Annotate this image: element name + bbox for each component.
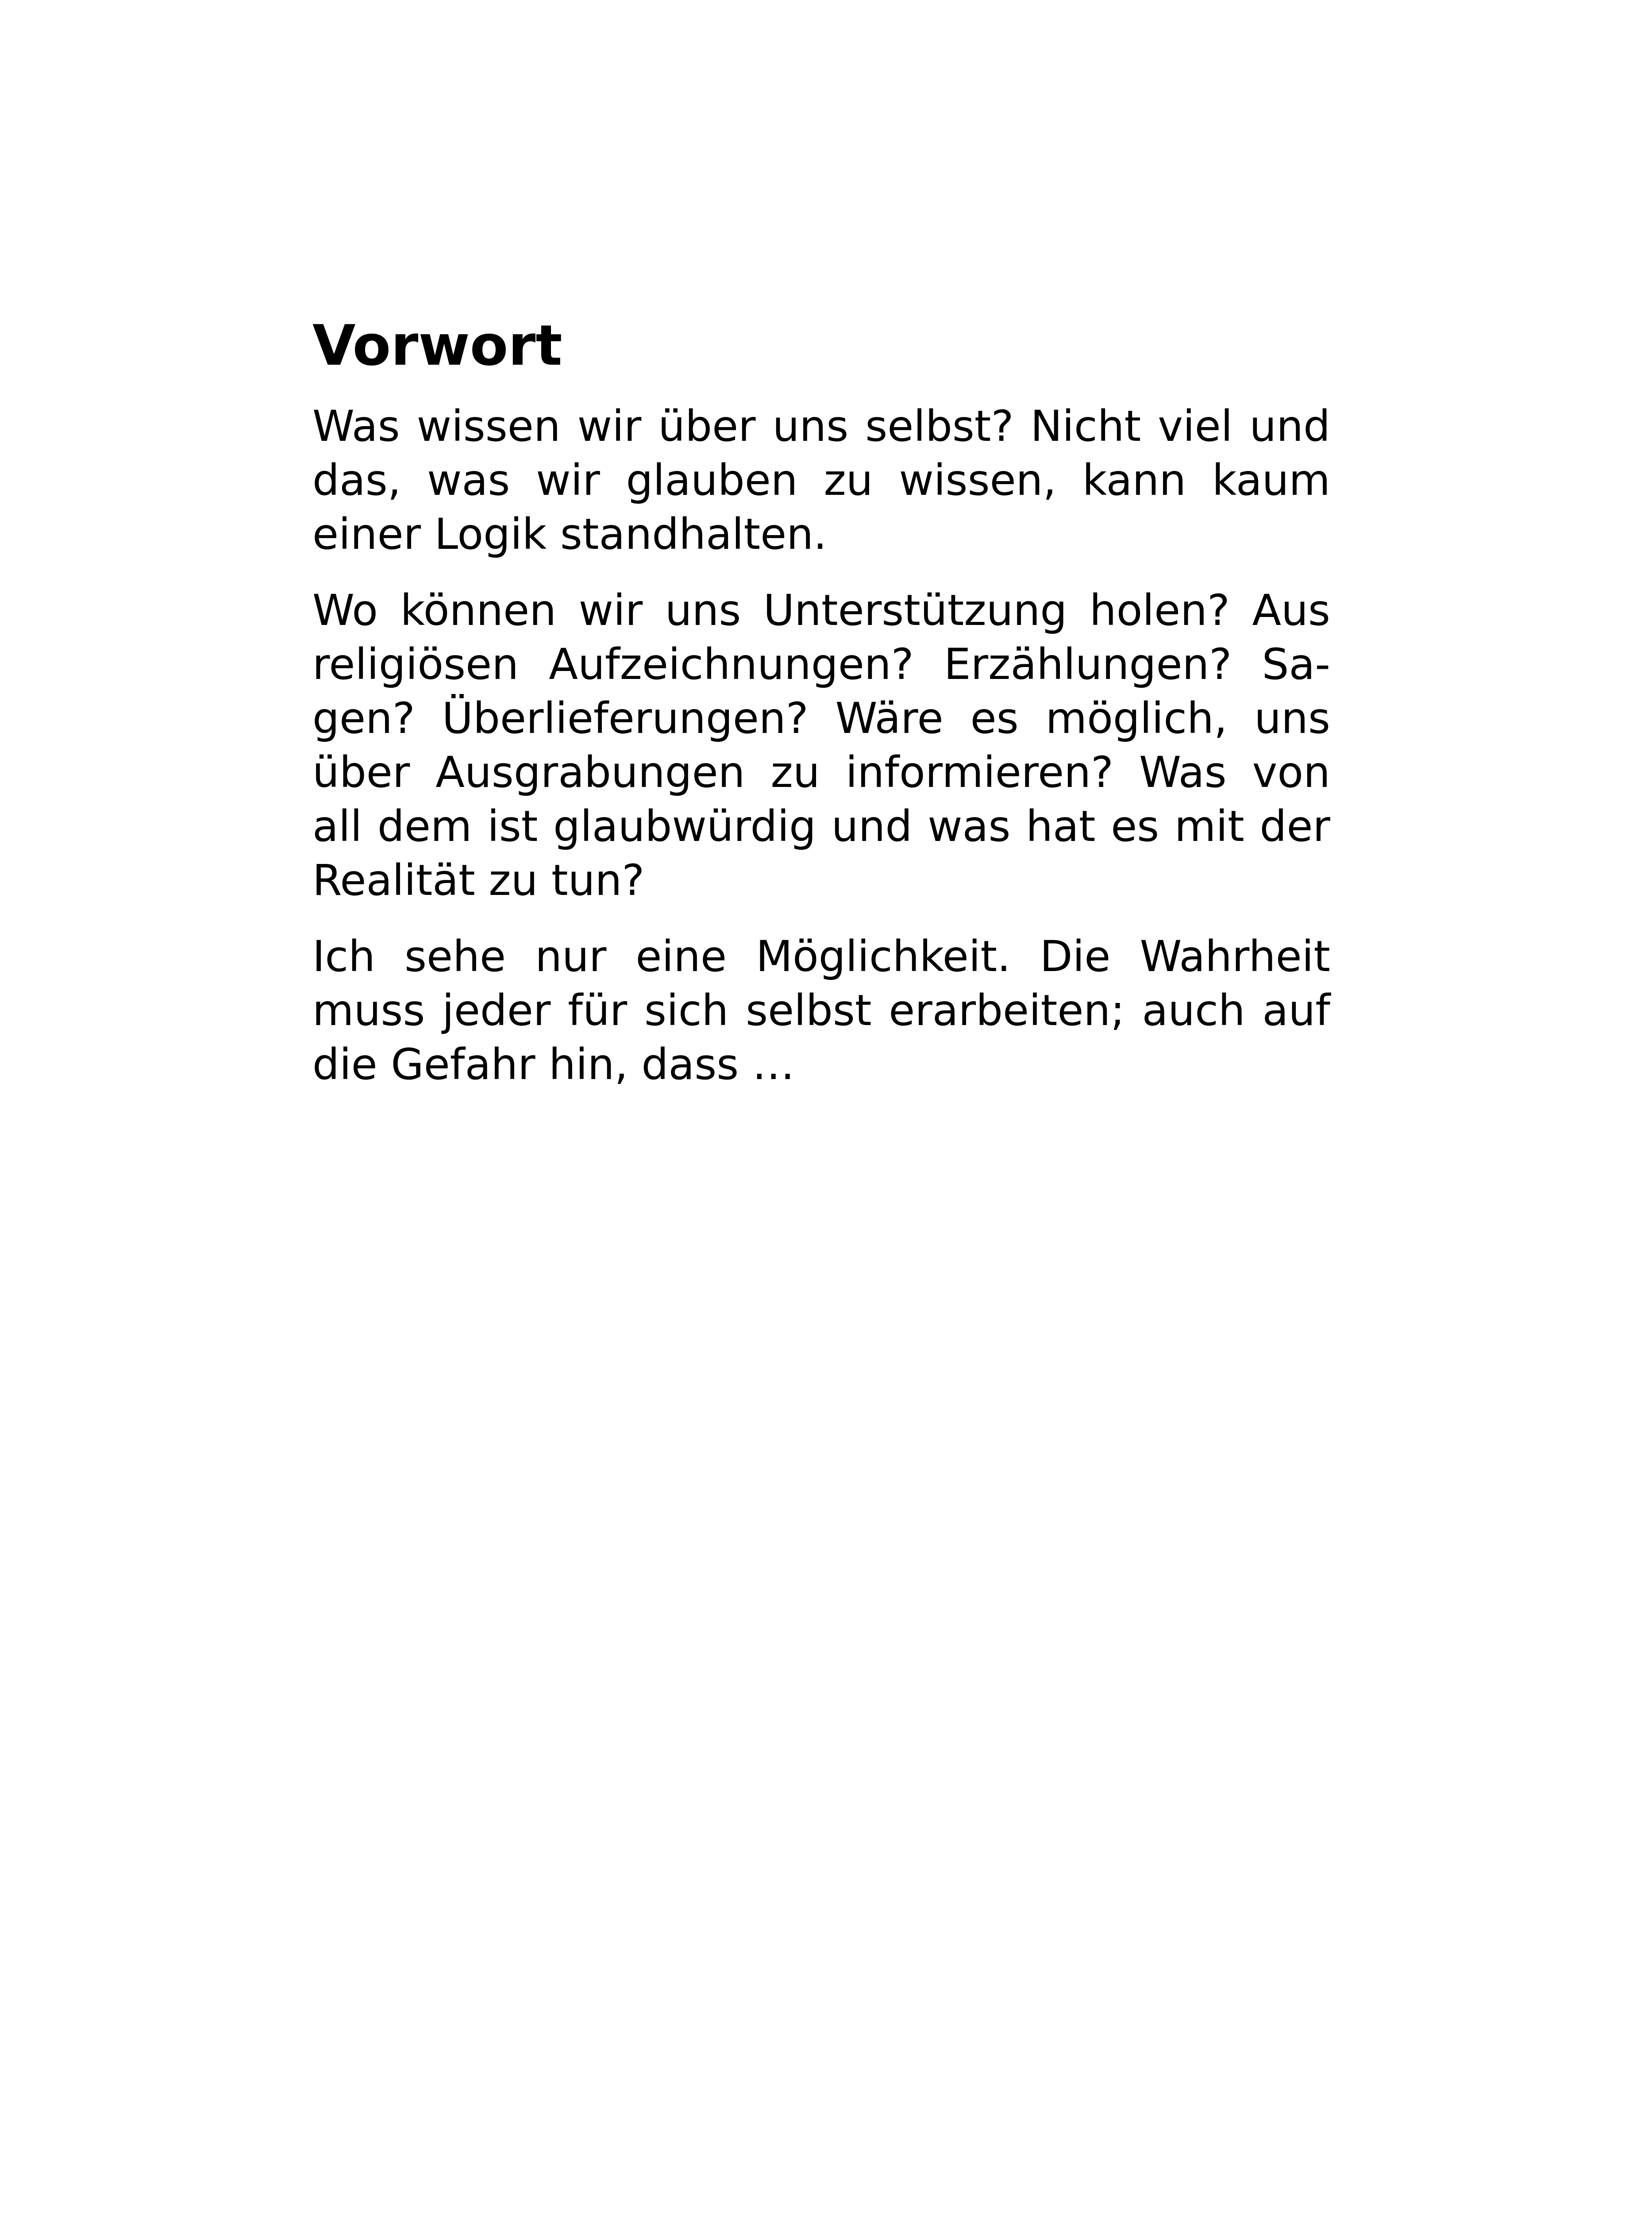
paragraph-2: Wo können wir uns Unterstützung holen? Aus religiösen Aufzeichnungen? Erzählungen? Sagen? Überlieferungen? Wäre es möglich, uns über Ausgrabungen zu informieren? Was von all dem ist glaubwürdig und was hat es mit der Realität zu tun? bbox=[312, 586, 1330, 905]
page-title: Vorwort bbox=[312, 313, 562, 378]
paragraph-3: Ich sehe nur eine Möglichkeit. Die Wahrheit muss jeder für sich selbst erarbeiten; auch auf die Gefahr hin, dass … bbox=[312, 932, 1330, 1089]
foreword-section bbox=[312, 313, 1330, 1114]
paragraph-1: Was wissen wir über uns selbst? Nicht viel und das, was wir glauben zu wissen, kann kaum einer Logik standhalten. bbox=[312, 401, 1330, 559]
